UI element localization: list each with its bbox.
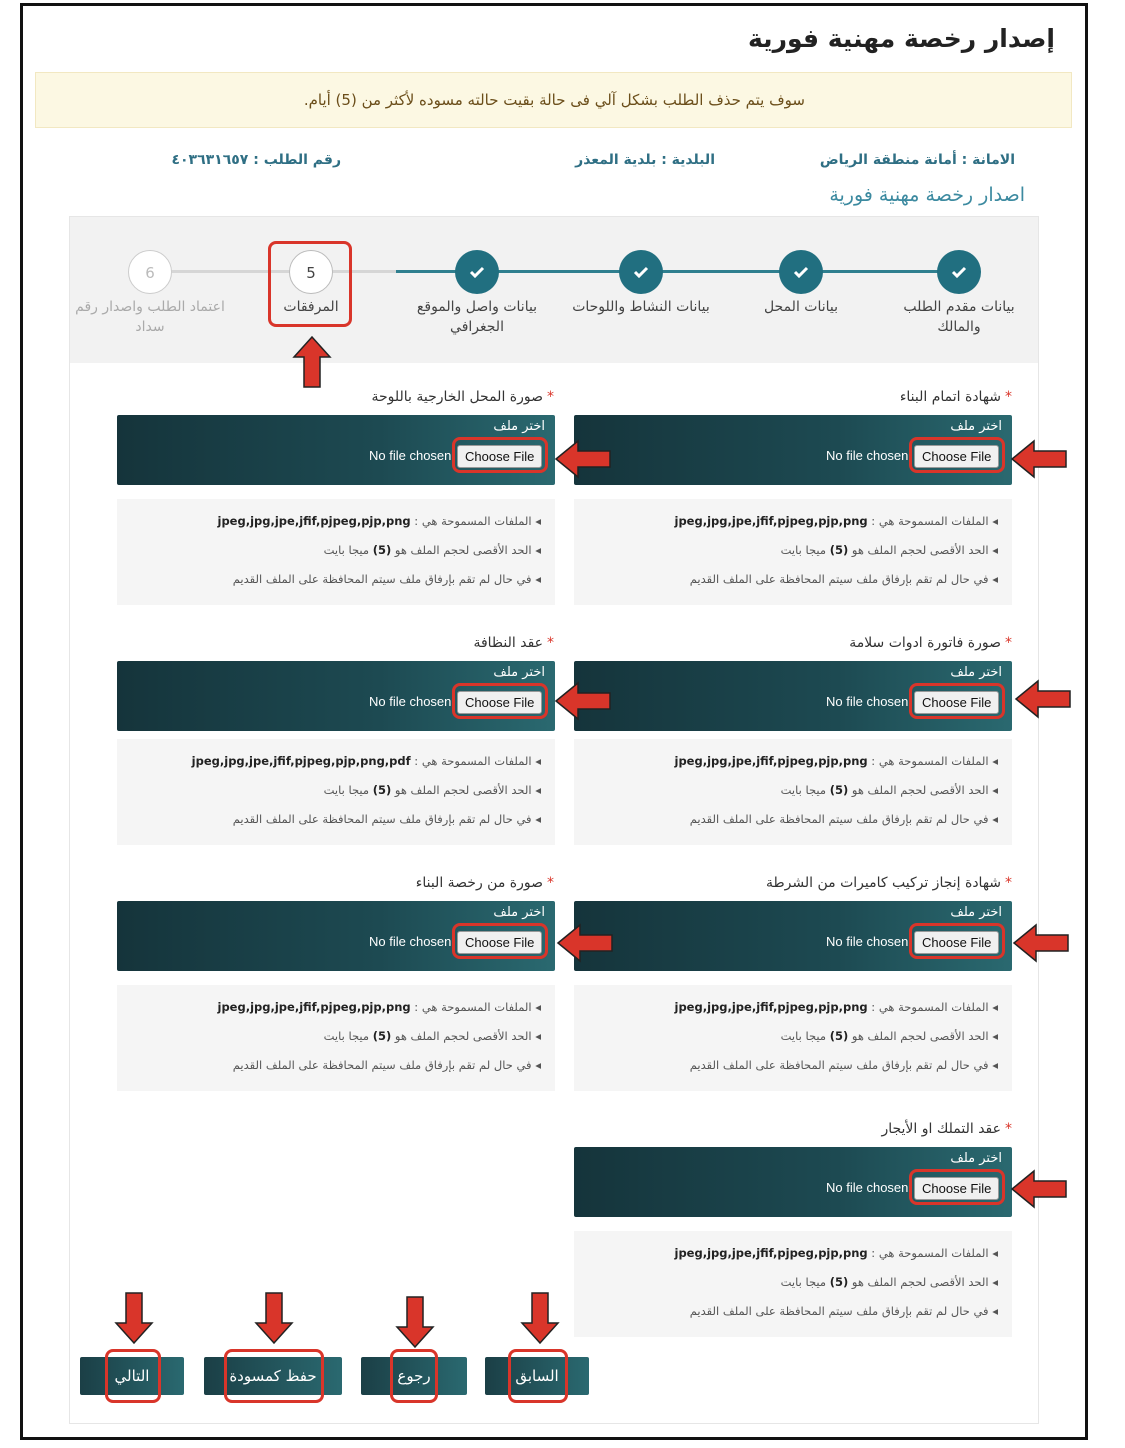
field-label-cleaning-contract: *عقد النظافة — [473, 635, 554, 651]
upload-caption: اختر ملف — [493, 665, 545, 680]
baladiya-info: البلدية : بلدية المعذر — [575, 152, 715, 168]
choose-file-button[interactable]: Choose File — [457, 445, 542, 468]
next-button[interactable]: التالي — [80, 1357, 184, 1395]
step-2-circle[interactable] — [779, 250, 823, 294]
no-file-text: No file chosen — [826, 694, 909, 709]
annotation-down-arrow-icon — [254, 1291, 294, 1345]
upload-caption: اختر ملف — [493, 905, 545, 920]
annotation-box-current-step — [268, 241, 352, 327]
annotation-left-arrow-icon — [1012, 923, 1070, 963]
upload-caption: اختر ملف — [493, 419, 545, 434]
field-label-building-license: *صورة من رخصة البناء — [415, 875, 554, 891]
no-file-text: No file chosen — [826, 1180, 909, 1195]
upload-caption: اختر ملف — [950, 419, 1002, 434]
field-label-ownership-contract: *عقد التملك او الأيجار — [881, 1121, 1012, 1137]
previous-button[interactable]: السابق — [485, 1357, 589, 1395]
annotation-up-arrow-icon — [292, 335, 332, 389]
step-4-circle[interactable] — [455, 250, 499, 294]
no-file-text: No file chosen — [826, 934, 909, 949]
step-1-label: بيانات مقدم الطلب والمالك — [903, 299, 1015, 335]
step-5-label: المرفقات — [283, 299, 339, 315]
back-button[interactable]: رجوع — [361, 1357, 467, 1395]
check-icon — [793, 266, 809, 278]
info-cleaning-contract: ◂ الملفات المسموحة هي : jpeg,jpg,jpe,jfif,pjpeg,pjp,png,pdf ◂ الحد الأقصى لحجم الملف هو (5) ميجا بايت ◂ في حال لم تقم بإرفاق ملف سيتم المحافظة على الملف القديم — [117, 739, 555, 845]
info-ownership-contract: ◂ الملفات المسموحة هي : jpeg,jpg,jpe,jfif,pjpeg,pjp,png ◂ الحد الأقصى لحجم الملف هو (5) ميجا بايت ◂ في حال لم تقم بإرفاق ملف سيتم المحافظة على الملف القديم — [574, 1231, 1012, 1337]
draft-deletion-alert: سوف يتم حذف الطلب بشكل آلي فى حالة بقيت حالته مسوده لأكثر من (5) أيام. — [35, 72, 1072, 128]
info-safety-invoice: ◂ الملفات المسموحة هي : jpeg,jpg,jpe,jfif,pjpeg,pjp,png ◂ الحد الأقصى لحجم الملف هو (5) ميجا بايت ◂ في حال لم تقم بإرفاق ملف سيتم المحافظة على الملف القديم — [574, 739, 1012, 845]
choose-file-button[interactable]: Choose File — [457, 691, 542, 714]
step-3-label: بيانات النشاط واللوحات — [572, 299, 710, 315]
upload-caption: اختر ملف — [950, 1151, 1002, 1166]
annotation-box — [452, 683, 548, 719]
upload-caption: اختر ملف — [950, 905, 1002, 920]
choose-file-button[interactable]: Choose File — [914, 445, 999, 468]
annotation-down-arrow-icon — [520, 1291, 560, 1345]
check-icon — [633, 266, 649, 278]
upload-caption: اختر ملف — [950, 665, 1002, 680]
annotation-left-arrow-icon — [556, 923, 614, 963]
annotation-box — [390, 1349, 438, 1403]
annotation-left-arrow-icon — [1010, 439, 1068, 479]
annotation-box — [508, 1349, 568, 1403]
choose-file-button[interactable]: Choose File — [914, 1177, 999, 1200]
check-icon — [951, 266, 967, 278]
annotation-left-arrow-icon — [554, 681, 612, 721]
no-file-text: No file chosen — [826, 448, 909, 463]
annotation-box — [105, 1349, 161, 1403]
request-number: رقم الطلب : ٤٠٣٦٣١٦٥٧ — [171, 152, 341, 168]
no-file-text: No file chosen — [369, 934, 452, 949]
step-6-label: اعتماد الطلب واصدار رقم سداد — [75, 299, 225, 335]
amana-info: الامانة : أمانة منطقة الرياض — [819, 152, 1015, 168]
step-6-circle[interactable]: 6 — [128, 250, 172, 294]
step-2-label: بيانات المحل — [763, 299, 839, 315]
choose-file-button[interactable]: Choose File — [914, 691, 999, 714]
annotation-left-arrow-icon — [554, 439, 612, 479]
annotation-box — [909, 437, 1005, 473]
choose-file-button[interactable]: Choose File — [457, 931, 542, 954]
annotation-box — [452, 437, 548, 473]
annotation-down-arrow-icon — [114, 1291, 154, 1345]
choose-file-button[interactable]: Choose File — [914, 931, 999, 954]
annotation-box — [909, 923, 1005, 959]
section-subtitle: اصدار رخصة مهنية فورية — [829, 184, 1025, 206]
field-label-building-completion: *شهادة اتمام البناء — [899, 389, 1012, 405]
field-label-police-cameras: *شهادة إنجاز تركيب كاميرات من الشرطة — [766, 875, 1012, 891]
stepper — [70, 217, 1038, 363]
info-building-completion: ◂ الملفات المسموحة هي : jpeg,jpg,jpe,jfif,pjpeg,pjp,png ◂ الحد الأقصى لحجم الملف هو (5) ميجا بايت ◂ في حال لم تقم بإرفاق ملف سيتم المحافظة على الملف القديم — [574, 499, 1012, 605]
annotation-box — [909, 683, 1005, 719]
step-1-circle[interactable] — [937, 250, 981, 294]
form-panel — [69, 216, 1039, 1424]
save-draft-button[interactable]: حفظ كمسودة — [204, 1357, 342, 1395]
annotation-box — [224, 1349, 324, 1403]
info-shop-exterior: ◂ الملفات المسموحة هي : jpeg,jpg,jpe,jfif,pjpeg,pjp,png ◂ الحد الأقصى لحجم الملف هو (5) ميجا بايت ◂ في حال لم تقم بإرفاق ملف سيتم المحافظة على الملف القديم — [117, 499, 555, 605]
info-police-cameras: ◂ الملفات المسموحة هي : jpeg,jpg,jpe,jfif,pjpeg,pjp,png ◂ الحد الأقصى لحجم الملف هو (5) ميجا بايت ◂ في حال لم تقم بإرفاق ملف سيتم المحافظة على الملف القديم — [574, 985, 1012, 1091]
annotation-left-arrow-icon — [1014, 679, 1072, 719]
no-file-text: No file chosen — [369, 448, 452, 463]
info-building-license: ◂ الملفات المسموحة هي : jpeg,jpg,jpe,jfif,pjpeg,pjp,png ◂ الحد الأقصى لحجم الملف هو (5) ميجا بايت ◂ في حال لم تقم بإرفاق ملف سيتم المحافظة على الملف القديم — [117, 985, 555, 1091]
annotation-left-arrow-icon — [1010, 1169, 1068, 1209]
no-file-text: No file chosen — [369, 694, 452, 709]
annotation-down-arrow-icon — [395, 1295, 435, 1349]
step-3-circle[interactable] — [619, 250, 663, 294]
annotation-box — [909, 1169, 1005, 1205]
field-label-safety-invoice: *صورة فاتورة ادوات سلامة — [849, 635, 1012, 651]
step-4-label: بيانات واصل والموقع الجغرافي — [416, 299, 538, 335]
check-icon — [469, 266, 485, 278]
step-5-circle[interactable]: 5 — [289, 250, 333, 294]
annotation-box — [452, 923, 548, 959]
screenshot-frame — [20, 3, 1088, 1440]
field-label-shop-exterior: *صورة المحل الخارجية باللوحة — [371, 389, 554, 405]
page-title: إصدار رخصة مهنية فورية — [748, 24, 1055, 53]
